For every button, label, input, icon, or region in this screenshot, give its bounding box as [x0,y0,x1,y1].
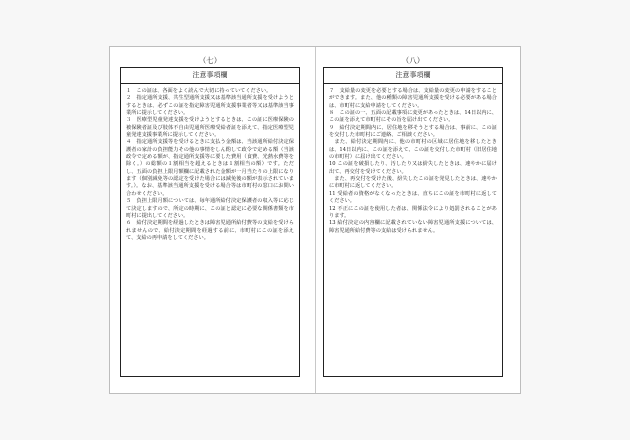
notes-panel-left [120,67,300,377]
page-fold-line [315,47,316,393]
page-number-7: （七） [198,56,222,65]
note-item: また、再交付を受けた後、紛失したこの証を発見したときは、速やかに市町村に返してください。 [329,176,497,190]
note-item: ９ 給付決定期間内に、居住地を移そうとする場合は、事前に、この証を交付した市町村にご連絡、ご相談ください。 [329,124,497,139]
note-item: 11 受給者の資格がなくなったときは、直ちにこの証を市町村に返してください。 [329,190,497,205]
note-item: また、給付決定期間内に、他の市町村の区域に居住地を移したときは、14日以内に、この証を添えて、この証を交付した市町村（旧居住地の市町村）に届け出てください。 [329,139,497,161]
note-item: 10 この証を破損したり、汚したり又は紛失したときは、速やかに届け出て、再交付を受けてください。 [329,161,497,175]
note-item: ７ 支給量の変更を必要とする場合は、支給量の変更の申請をすることができます。また、他の種類の障害児通所支援を受ける必要がある場合は、市町村に支給申請をしてください。 [329,88,497,109]
notes-panel-right [323,67,503,377]
note-item: ５ 負担上限月額については、毎年通所給付決定保護者の収入等に応じて決定しますので、所定の時期に、この証と認定に必要な関係書類を市町村に提出してください。 [126,198,294,219]
note-item: ６ 給付決定期間を経過したときは障害児通所給付費等の支給を受けられませんので、給付決定期間を経過する前に、市町村にこの証を添えて、支給の再申請をしてください。 [126,220,294,241]
note-item: 13 給付決定の内容欄に記載されていない障害児通所支援については、障害児通所給付費等の支給は受けられません。 [329,220,497,234]
note-item: 12 不正にこの証を使用した者は、関係法令により処罰されることがあります。 [329,205,497,219]
page-number-8: （八） [401,56,425,65]
document-sheet [109,46,521,394]
notes-body-right [324,84,502,235]
note-item: ８ この証の一、五面の記載事項に変更があったときは、14日以内に、この証を添えて市町村にその旨を届け出てください。 [329,110,497,124]
note-item: ４ 指定通所支援等を受けるときに支払う金額は、当該通所給付決定保護者の家計の負担能力その他の事情をしん酌して政令で定める額（当該政令で定める額が、指定通所支援等に要した費用（食費、光熱水費等を除く。）の総額の１割相当を超えるときは１割相当の額）です。ただし、五面の負担上限月額欄に記載された金額が一月当たりの上限になります（個別減免等の認定を受けた場合には減免後の額が表示されています。）。なお、基準該当通所支援を受ける場合等は市町村の窓口にお問い合わせください。 [126,139,294,197]
note-item: １ この証は、各面をよく読んで大切に持っていてください。 [126,88,272,94]
notes-header-left: 注意事項欄 [121,68,299,84]
notes-body-left [121,84,299,242]
notes-header-right: 注意事項欄 [324,68,502,84]
note-item: ２ 指定通所支援、共生型通所支援又は基準該当通所支援を受けようとするときは、必ずこの証を指定障害児通所支援事業者等又は基準該当事業所に提示してください。 [126,95,294,117]
note-item: ３ 医療型児童発達支援を受けようとするときは、この証に医療保険の被保険者証及び肢体不自由児通所医療受給者証を添えて、指定医療型児童発達支援事業所に提示してください。 [126,117,294,139]
